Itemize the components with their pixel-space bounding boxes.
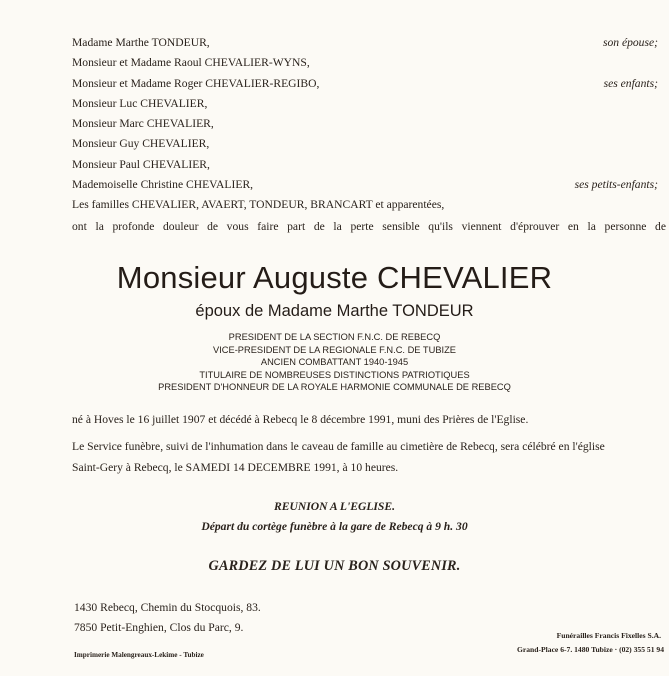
- family-row: [72, 137, 662, 157]
- title-line: TITULAIRE DE NOMBREUSES DISTINCTIONS PATRIOTIQUES: [199, 369, 470, 380]
- title-line: VICE-PRESIDENT DE LA REGIONALE F.N.C. DE TUBIZE: [213, 344, 456, 355]
- birth-death-line: né à Hoves le 16 juillet 1907 et décédé à Rebecq le 8 décembre 1991, muni des Prières de l'Eglise.: [72, 413, 529, 426]
- family-member: Les familles CHEVALIER, AVAERT, TONDEUR, BRANCART et apparentées,: [72, 198, 445, 212]
- family-member: Monsieur et Madame Raoul CHEVALIER-WYNS,: [72, 56, 310, 70]
- reunion-heading: REUNION A L'EGLISE.: [273, 500, 395, 513]
- family-role: ses enfants;: [603, 76, 658, 90]
- family-row: [72, 36, 662, 56]
- family-member: Monsieur Paul CHEVALIER,: [72, 157, 210, 171]
- family-member: Mademoiselle Christine CHEVALIER,: [72, 178, 254, 192]
- service-line-2: Saint-Gery à Rebecq, le SAMEDI 14 DECEMBRE 1991, à 10 heures.: [72, 461, 399, 474]
- title-line: PRESIDENT DE LA SECTION F.N.C. DE REBECQ: [228, 332, 441, 342]
- family-row: [72, 77, 662, 97]
- family-member: Monsieur Luc CHEVALIER,: [72, 96, 208, 110]
- address-line: 7850 Petit-Enghien, Clos du Parc, 9.: [74, 621, 244, 634]
- family-member: Monsieur Guy CHEVALIER,: [72, 137, 210, 151]
- family-role: ses petits-enfants;: [574, 178, 658, 192]
- deceased-name: Monsieur Auguste CHEVALIER: [116, 260, 553, 295]
- family-row: [72, 198, 662, 218]
- family-row: [72, 158, 662, 178]
- title-line: PRESIDENT D'HONNEUR DE LA ROYALE HARMONIE COMMUNALE DE REBECQ: [158, 382, 511, 393]
- deceased-spouse: époux de Madame Marthe TONDEUR: [195, 302, 474, 320]
- family-role: son épouse;: [602, 36, 658, 49]
- printer-credit: Imprimerie Malengreaux-Lekime - Tubize: [74, 651, 204, 659]
- family-member: Monsieur Marc CHEVALIER,: [72, 117, 214, 131]
- funeral-home-address: Grand-Place 6-7. 1480 Tubize · (02) 355 51 94: [516, 645, 664, 654]
- family-list: [72, 36, 662, 219]
- family-row: [72, 56, 662, 76]
- family-row: [72, 97, 662, 117]
- funeral-home-name: Funérailles Francis Fixelles S.A.: [556, 631, 661, 640]
- deceased-titles: [0, 331, 669, 394]
- title-line: ANCIEN COMBATTANT 1940-1945: [260, 357, 409, 368]
- family-row: [72, 117, 662, 137]
- cortege-departure: Départ du cortège funèbre à la gare de Rebecq à 9 h. 30: [201, 520, 468, 533]
- family-row: [72, 178, 662, 198]
- remembrance-line: GARDEZ DE LUI UN BON SOUVENIR.: [208, 558, 461, 574]
- announcement-intro: ont la profonde douleur de vous faire part de la perte sensible qu'ils viennent d'éprouver en la personne de: [72, 220, 666, 233]
- service-line-1: Le Service funèbre, suivi de l'inhumation dans le caveau de famille au cimetière de Rebecq, sera célébré en l'église: [72, 440, 605, 453]
- family-member: Monsieur et Madame Roger CHEVALIER-REGIBO,: [72, 76, 320, 90]
- address-line: 1430 Rebecq, Chemin du Stocquois, 83.: [74, 601, 261, 614]
- family-member: Madame Marthe TONDEUR,: [72, 36, 210, 49]
